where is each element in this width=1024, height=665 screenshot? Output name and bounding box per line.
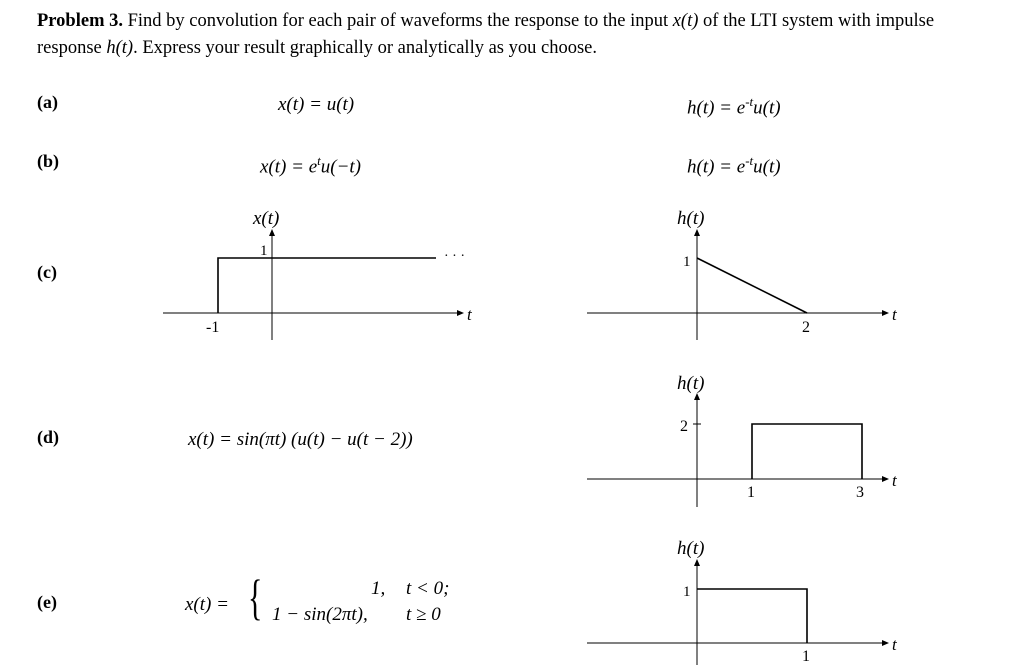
part-e-input-lhs: x(t) =: [185, 594, 229, 615]
level-tick-label: 1: [260, 243, 268, 259]
piecewise-brace: {: [248, 569, 263, 625]
axis-label: t: [892, 471, 897, 490]
part-c-input-plot: [163, 208, 473, 340]
axis-label: t: [467, 305, 472, 324]
continues-ellipsis: · · ·: [444, 249, 465, 264]
impulse-response-symbol: h(t): [106, 38, 134, 58]
y-tick-label: 1: [683, 254, 691, 270]
y-tick-label: 2: [680, 418, 688, 435]
plot-title: h(t): [677, 373, 705, 394]
part-e-case1-value: 1,: [371, 578, 386, 599]
statement-text-3: . Express your result graphically or analytically as you choose.: [133, 38, 597, 58]
input-symbol: x(t): [672, 11, 699, 31]
part-a-label: (a): [37, 92, 58, 112]
part-e-case2-value: 1 − sin(2πt),: [272, 604, 368, 625]
part-b-impulse-response: $h(t) = e^{-t}u(t)$: [687, 153, 781, 178]
part-b-label: (b): [37, 151, 59, 171]
part-e-case2-condition: t ≥ 0: [406, 604, 441, 625]
part-e-case1-condition: t < 0;: [406, 578, 450, 599]
part-d-input: x(t) = sin(πt) (u(t) − u(t − 2)): [188, 429, 413, 450]
plot-title: h(t): [677, 208, 705, 229]
statement-text-2: of the LTI system with impulse response: [37, 11, 935, 58]
x-tick-label: 2: [802, 319, 810, 336]
impulse-waveform: [752, 424, 862, 479]
part-c-impulse-plot: [587, 208, 898, 340]
axis-label: t: [892, 305, 897, 324]
part-c-label: (c): [37, 262, 57, 282]
statement-text-1: Find by convolution for each pair of waveforms the response to the input: [122, 11, 673, 31]
part-e-label: (e): [37, 592, 57, 612]
part-b-input: $x(t) = e^tu(-t)$: [260, 153, 362, 178]
part-d-impulse-plot: [587, 373, 898, 507]
plot-title: x(t): [253, 208, 280, 229]
y-tick-label: 1: [683, 584, 691, 600]
problem-number: Problem 3.: [37, 11, 123, 31]
x-tick-label: 1: [802, 648, 810, 665]
x-tick-label-end: 3: [856, 484, 864, 501]
axis-label: t: [892, 635, 897, 654]
input-waveform: [218, 258, 436, 313]
start-tick-label: -1: [206, 319, 220, 336]
part-a-input: x(t) = u(t): [278, 94, 355, 115]
plot-title: h(t): [677, 538, 705, 559]
part-e-impulse-plot: [587, 538, 898, 665]
impulse-waveform: [697, 589, 807, 643]
x-tick-label-start: 1: [747, 484, 755, 501]
impulse-waveform: [697, 258, 807, 313]
part-d-label: (d): [37, 427, 59, 447]
part-a-impulse-response: $h(t) = e^{-t}u(t)$: [687, 94, 781, 119]
